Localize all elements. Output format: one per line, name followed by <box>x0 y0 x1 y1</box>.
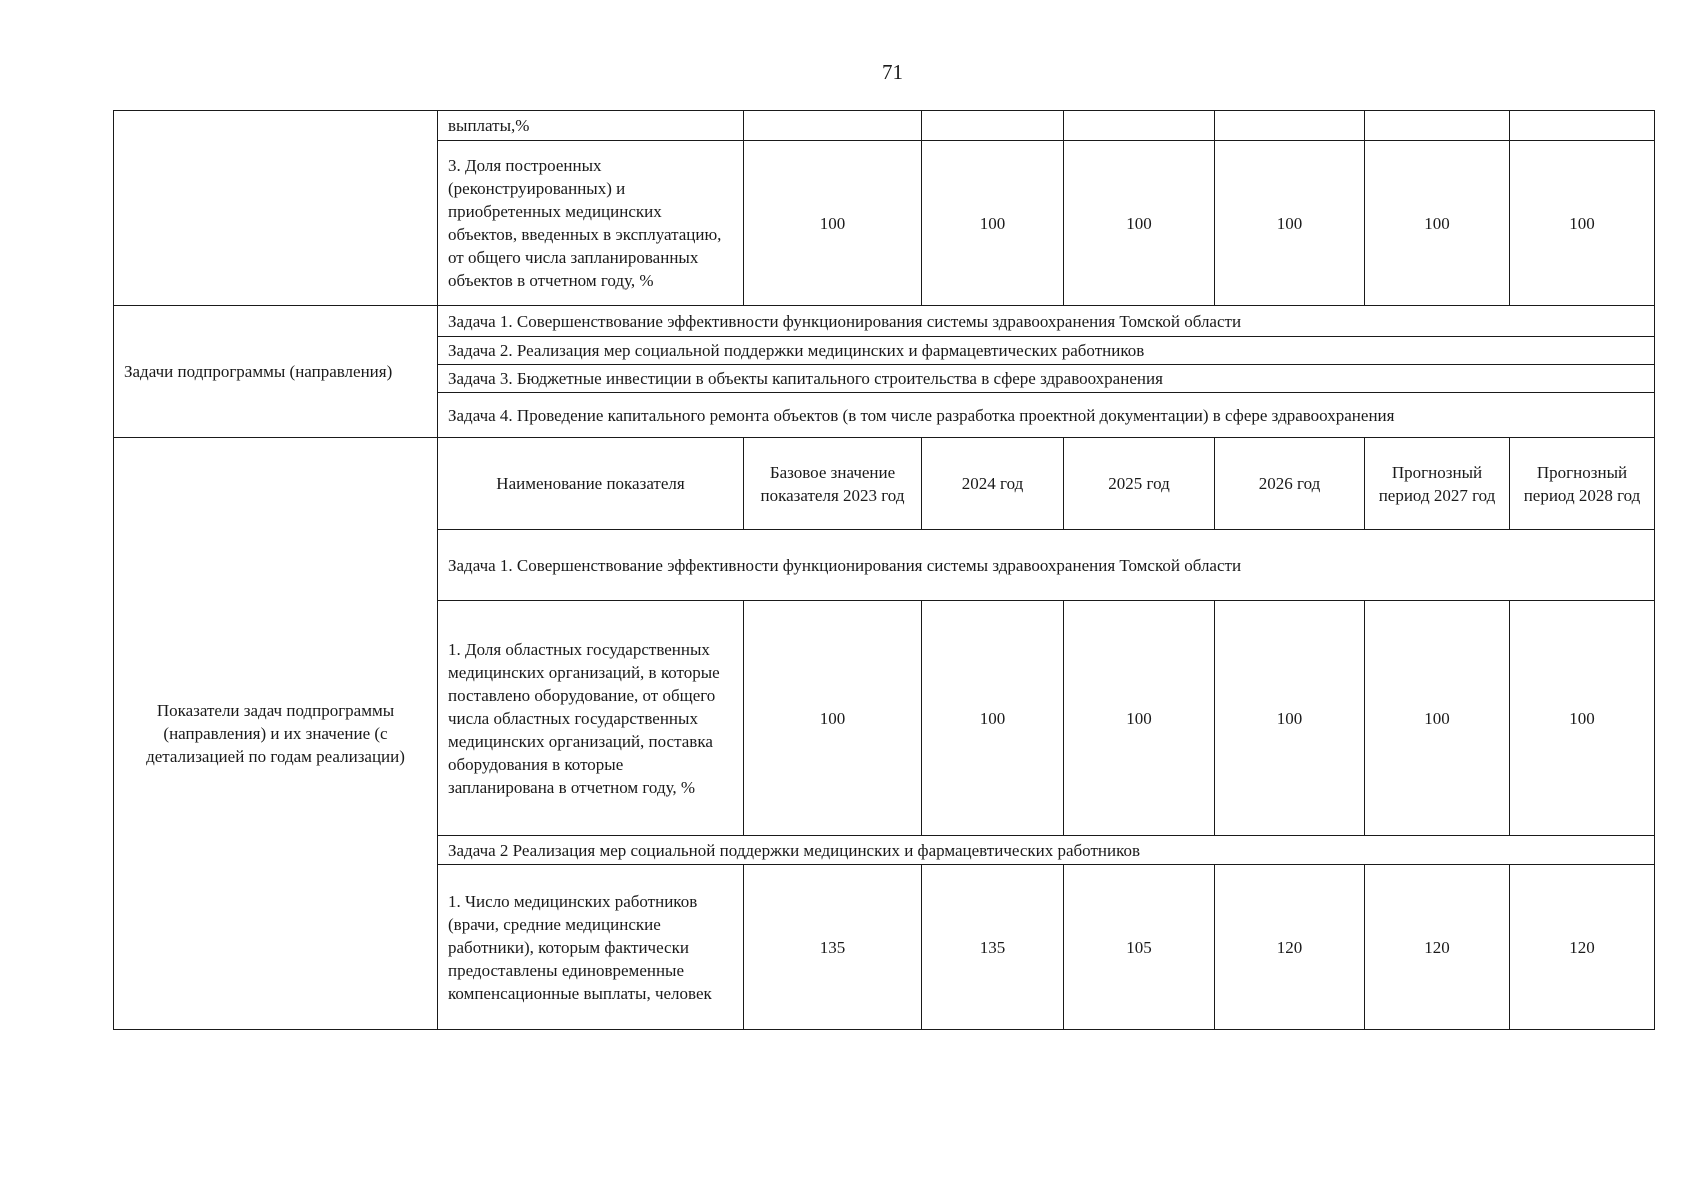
value-base: 135 <box>744 865 922 1030</box>
indicator-name: выплаты,% <box>438 111 744 141</box>
value-2028: 120 <box>1510 865 1655 1030</box>
value-2027 <box>1365 111 1510 141</box>
header-2027: Прогнозный период 2027 год <box>1365 438 1510 530</box>
value-base: 100 <box>744 601 922 836</box>
group-task-1: Задача 1. Совершенствование эффективности функционирования системы здравоохранения Томской области <box>438 530 1655 601</box>
value-2024 <box>922 111 1064 141</box>
task-3: Задача 3. Бюджетные инвестиции в объекты капитального строительства в сфере здравоохранения <box>438 365 1655 393</box>
empty-label-cell <box>114 111 438 306</box>
value-2024: 135 <box>922 865 1064 1030</box>
indicators-table <box>113 110 1655 1030</box>
page-number: 71 <box>882 60 903 84</box>
tasks-label: Задачи подпрограммы (направления) <box>114 306 438 438</box>
group-task-2: Задача 2 Реализация мер социальной поддержки медицинских и фармацевтических работников <box>438 836 1655 865</box>
value-2025: 100 <box>1064 601 1215 836</box>
value-2027: 100 <box>1365 601 1510 836</box>
task-1: Задача 1. Совершенствование эффективности функционирования системы здравоохранения Томской области <box>438 306 1655 337</box>
header-2024: 2024 год <box>922 438 1064 530</box>
value-base: 100 <box>744 141 922 306</box>
table-row <box>114 306 1655 337</box>
value-2026: 100 <box>1215 141 1365 306</box>
value-2027: 120 <box>1365 865 1510 1030</box>
value-2026: 100 <box>1215 601 1365 836</box>
indicator-name: 1. Число медицинских работников (врачи, средние медицинские работники), которым фактически предоставлены единовременные компенсационные выплаты, человек <box>438 865 744 1030</box>
value-2028: 100 <box>1510 141 1655 306</box>
value-2026 <box>1215 111 1365 141</box>
header-2026: 2026 год <box>1215 438 1365 530</box>
header-name: Наименование показателя <box>438 438 744 530</box>
indicator-name: 3. Доля построенных (реконструированных) и приобретенных медицинских объектов, введенных в эксплуатацию, от общего числа запланированных объектов в отчетном году, % <box>438 141 744 306</box>
value-2025: 100 <box>1064 141 1215 306</box>
value-base <box>744 111 922 141</box>
value-2025 <box>1064 111 1215 141</box>
indicators-label: Показатели задач подпрограммы (направления) и их значение (с детализацией по годам реализации) <box>114 438 438 1030</box>
header-2025: 2025 год <box>1064 438 1215 530</box>
value-2028: 100 <box>1510 601 1655 836</box>
value-2024: 100 <box>922 141 1064 306</box>
task-2: Задача 2. Реализация мер социальной поддержки медицинских и фармацевтических работников <box>438 337 1655 365</box>
header-2028: Прогнозный период 2028 год <box>1510 438 1655 530</box>
value-2025: 105 <box>1064 865 1215 1030</box>
value-2024: 100 <box>922 601 1064 836</box>
table-row <box>114 111 1655 141</box>
task-4: Задача 4. Проведение капитального ремонта объектов (в том числе разработка проектной документации) в сфере здравоохранения <box>438 393 1655 438</box>
indicator-name: 1. Доля областных государственных медицинских организаций, в которые поставлено оборудование, от общего числа областных государственных медицинских организаций, поставка оборудования в которые запланирована в отчетном году, % <box>438 601 744 836</box>
value-2026: 120 <box>1215 865 1365 1030</box>
value-2027: 100 <box>1365 141 1510 306</box>
value-2028 <box>1510 111 1655 141</box>
header-row <box>114 438 1655 530</box>
header-base: Базовое значение показателя 2023 год <box>744 438 922 530</box>
